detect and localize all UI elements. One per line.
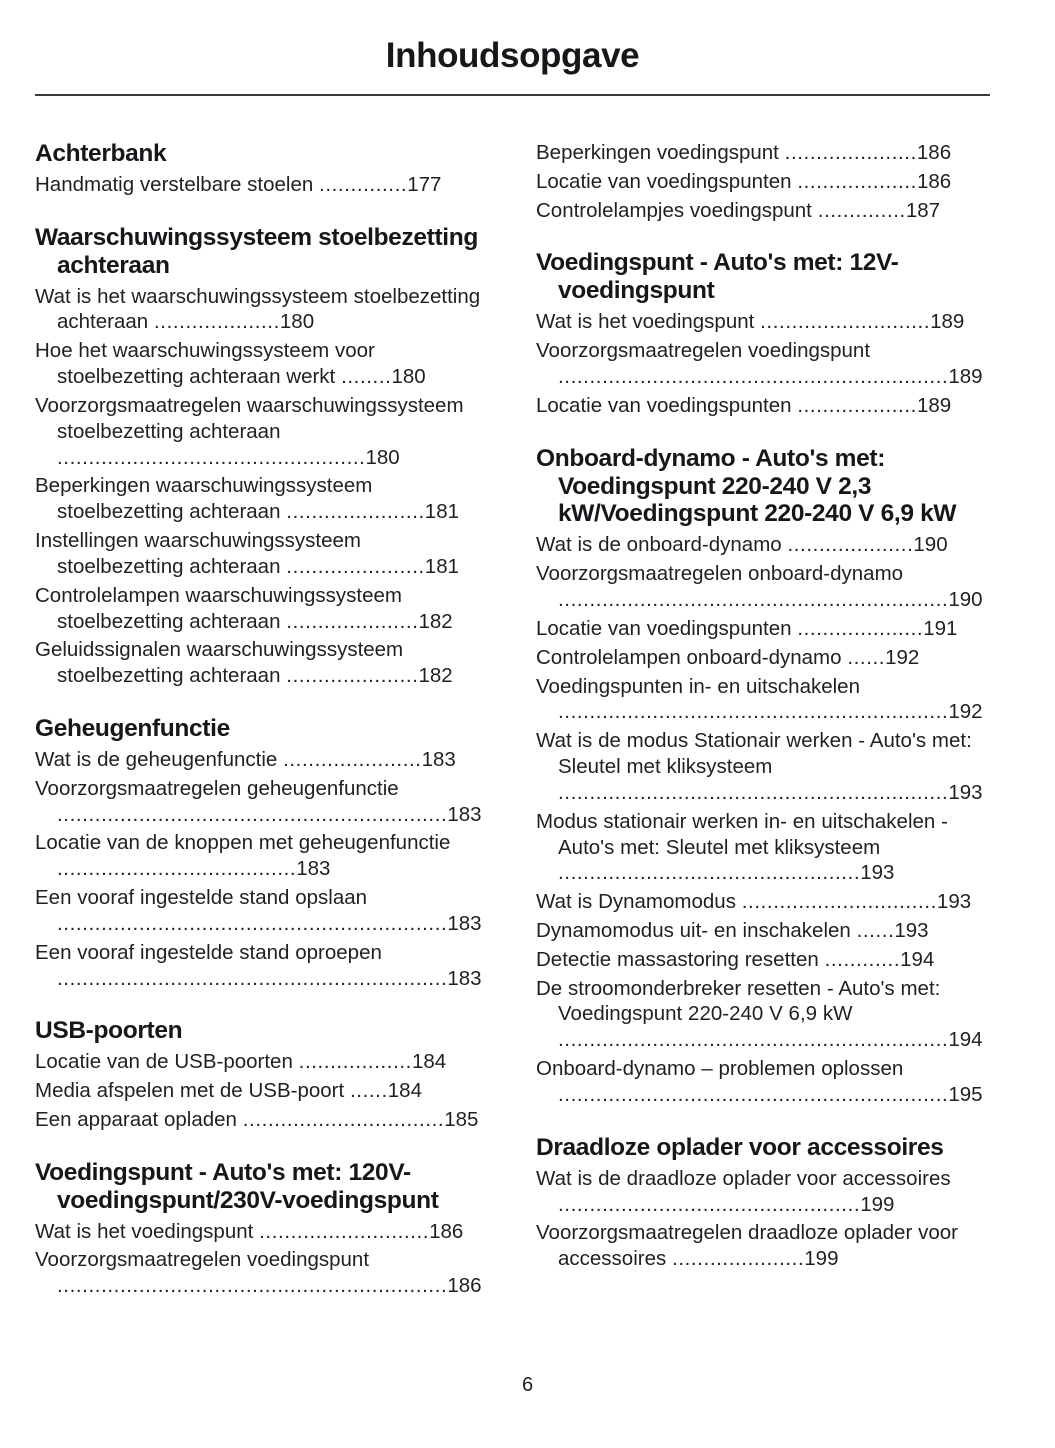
toc-entry[interactable]: [536, 338, 991, 390]
toc-entry-page: 189: [930, 310, 965, 334]
toc-entry-leader: ....................: [797, 616, 924, 640]
left-column: [35, 140, 490, 1302]
toc-entry[interactable]: [35, 747, 490, 773]
toc-entry-leader: ................................................: [558, 861, 861, 885]
toc-entry-label: Wat is de onboard-dynamo: [536, 533, 782, 557]
toc-entry-label: Wat is het voedingspunt: [35, 1219, 254, 1243]
toc-entry-label: De stroomonderbreker resetten - Auto's met: Voedingspunt 220-240 V 6,9 kW: [536, 976, 941, 1026]
toc-entry-label: Voorzorgsmaatregelen voedingspunt: [35, 1248, 370, 1272]
toc-section: [536, 1134, 991, 1272]
toc-entry-leader: ........: [341, 365, 392, 389]
toc-entry-page: 183: [447, 911, 482, 935]
toc-entry[interactable]: [35, 940, 490, 992]
toc-entry-label: Wat is de draadloze oplader voor accessoires: [536, 1166, 951, 1190]
toc-entry-leader: ......................: [286, 554, 425, 578]
toc-entry-label: Controlelampen onboard-dynamo: [536, 645, 842, 669]
toc-entry[interactable]: [536, 1166, 991, 1218]
toc-entry-leader: ..............................................................: [57, 1274, 448, 1298]
toc-entry-leader: ..............................................................: [558, 780, 949, 804]
toc-entry-page: 184: [411, 1050, 447, 1074]
toc-entry-label: Beperkingen waarschuwingssysteem stoelbezetting achteraan: [35, 474, 373, 524]
toc-entry-leader: ..............................................................: [57, 802, 448, 826]
toc-entry[interactable]: [536, 889, 991, 915]
section-heading: Waarschuwingssysteem stoelbezetting achteraan: [35, 223, 478, 279]
page-title: Inhoudsopgave: [385, 36, 640, 75]
toc-entry-page: 180: [279, 310, 315, 334]
toc-entry-page: 183: [447, 802, 482, 826]
toc-entry-label: Media afspelen met de USB-poort: [35, 1079, 345, 1103]
toc-entry[interactable]: [536, 169, 991, 195]
toc-entry[interactable]: [35, 776, 490, 828]
section-heading: Draadloze oplader voor accessoires: [536, 1133, 944, 1161]
toc-entry-label: Dynamomodus uit- en inschakelen: [536, 919, 851, 942]
toc-entry[interactable]: [536, 616, 991, 642]
toc-entry-leader: ..............................................................: [558, 700, 949, 724]
toc-entry-page: 186: [447, 1274, 482, 1298]
toc-section: [35, 715, 490, 991]
toc-section: [35, 1017, 490, 1132]
toc-entry-leader: ...........................: [760, 310, 931, 334]
toc-entry-page: 181: [424, 554, 460, 578]
toc-entry-leader: ............: [824, 947, 901, 971]
toc-entry-page: 186: [916, 169, 952, 193]
toc-entry-leader: ................................................: [558, 1192, 861, 1216]
toc-entry[interactable]: [35, 528, 490, 580]
toc-entry[interactable]: [35, 1247, 490, 1299]
toc-entry[interactable]: [35, 1107, 490, 1133]
toc-entry-page: 187: [905, 198, 941, 222]
toc-entry[interactable]: [35, 172, 490, 198]
toc-entry-label: Wat is de modus Stationair werken - Auto's met: Sleutel met kliksysteem: [536, 729, 972, 779]
toc-entry-leader: ......: [856, 919, 895, 942]
toc-entry-leader: ...................: [797, 393, 917, 417]
toc-entry[interactable]: [35, 473, 490, 525]
toc-entry-label: Een vooraf ingestelde stand oproepen: [35, 940, 382, 964]
toc-entry-leader: ..............: [817, 198, 906, 222]
toc-entry-leader: ..............: [319, 172, 408, 196]
toc-entry-label: Locatie van voedingspunten: [536, 169, 792, 193]
toc-entry-leader: ...........................: [259, 1219, 430, 1243]
toc-entry-label: Voorzorgsmaatregelen voedingspunt: [536, 339, 871, 363]
toc-entry-label: Controlelampen waarschuwingssysteem stoelbezetting achteraan: [35, 583, 402, 633]
toc-entry-page: 180: [365, 445, 400, 469]
section-heading: Achterbank: [35, 140, 167, 167]
toc-entry-label: Voorzorgsmaatregelen geheugenfunctie: [35, 776, 399, 800]
toc-entry-label: Wat is de geheugenfunctie: [35, 747, 278, 771]
toc-entry-page: 181: [424, 500, 460, 524]
toc-entry-leader: .....................: [286, 609, 419, 633]
section-heading: USB-poorten: [35, 1017, 183, 1045]
toc-entry-page: 195: [948, 1082, 983, 1106]
page-number: 6: [521, 1374, 534, 1396]
toc-entry[interactable]: [35, 583, 490, 635]
toc-entry-label: Locatie van voedingspunten: [536, 616, 792, 640]
toc-entry[interactable]: [35, 637, 490, 689]
toc-section: [536, 140, 991, 223]
toc-entry-label: Locatie van de knoppen met geheugenfunctie: [35, 831, 451, 855]
toc-entry-label: Handmatig verstelbare stoelen: [35, 172, 314, 196]
toc-entry-leader: ......................: [283, 747, 422, 771]
toc-entry-leader: ......................: [286, 500, 425, 524]
toc-entry-label: Locatie van de USB-poorten: [35, 1050, 293, 1074]
toc-entry-label: Voedingspunten in- en uitschakelen: [536, 674, 860, 698]
toc-entry[interactable]: [536, 947, 991, 973]
toc-entry-page: 194: [948, 1028, 983, 1052]
toc-entry[interactable]: [536, 918, 991, 944]
toc-entry-leader: ..................: [298, 1050, 412, 1074]
toc-entry-label: Voorzorgsmaatregelen draadloze oplader voor accessoires: [536, 1221, 958, 1271]
header-divider: [35, 94, 990, 96]
toc-entry[interactable]: [536, 309, 991, 335]
toc-entry-label: Controlelampjes voedingspunt: [536, 198, 812, 222]
toc-entry[interactable]: [35, 393, 490, 470]
section-heading: Onboard-dynamo - Auto's met: Voedingspunt 220-240 V 2,3 kW/Voedingspunt 220-240 V 6,9 kW: [536, 444, 957, 528]
toc-entry-page: 183: [447, 966, 482, 990]
toc-entry-label: Een vooraf ingestelde stand opslaan: [35, 886, 368, 910]
toc-entry[interactable]: [35, 338, 490, 390]
toc-entry-leader: ..............................................................: [558, 588, 949, 612]
toc-entry-page: 185: [444, 1107, 479, 1131]
toc-entry-leader: ................................: [242, 1107, 445, 1131]
toc-entry-label: Voorzorgsmaatregelen waarschuwingssysteem stoelbezetting achteraan: [35, 393, 464, 443]
toc-entry-page: 186: [429, 1219, 464, 1243]
toc-entry-leader: .....................: [672, 1247, 805, 1271]
toc-entry-label: Wat is Dynamomodus: [536, 890, 736, 914]
toc-entry-label: Onboard-dynamo – problemen oplossen: [536, 1057, 904, 1081]
toc-section: [35, 224, 490, 689]
toc-entry[interactable]: [536, 728, 991, 805]
toc-columns: [0, 140, 1055, 1302]
toc-entry-label: Locatie van voedingspunten: [536, 393, 792, 417]
toc-entry-label: Instellingen waarschuwingssysteem stoelbezetting achteraan: [35, 529, 361, 578]
toc-entry-leader: ......: [847, 645, 886, 669]
toc-entry-leader: ...............................: [741, 890, 937, 914]
toc-entry-page: 177: [407, 172, 442, 196]
toc-entry[interactable]: [536, 140, 991, 166]
toc-entry-page: 192: [885, 645, 920, 669]
toc-entry-page: 199: [804, 1247, 839, 1271]
toc-entry[interactable]: [35, 284, 490, 336]
toc-entry-leader: ..............................................................: [558, 1028, 949, 1052]
toc-entry-leader: .....................: [784, 141, 917, 164]
toc-entry-label: Wat is het waarschuwingssysteem stoelbezetting achteraan: [35, 284, 481, 334]
toc-entry-page: 182: [418, 664, 453, 688]
toc-entry-leader: .................................................: [57, 445, 366, 469]
toc-entry-page: 192: [948, 700, 983, 724]
toc-entry-page: 189: [948, 364, 983, 388]
section-heading: Voedingspunt - Auto's met: 12V-voedingspunt: [536, 249, 899, 305]
toc-entry[interactable]: [536, 809, 991, 886]
page-header: [35, 38, 990, 96]
toc-entry-page: 189: [916, 393, 952, 417]
toc-entry-leader: ...................: [797, 169, 917, 193]
toc-entry[interactable]: [35, 1078, 490, 1104]
toc-entry-label: Voorzorgsmaatregelen onboard-dynamo: [536, 562, 904, 586]
toc-entry[interactable]: [35, 830, 490, 882]
toc-entry-label: Hoe het waarschuwingssysteem voor stoelbezetting achteraan werkt: [35, 339, 375, 389]
toc-entry[interactable]: [536, 645, 991, 671]
section-heading: Voedingspunt - Auto's met: 120V-voedingspunt/230V-voedingspunt: [35, 1158, 439, 1214]
toc-section: [536, 445, 991, 1108]
right-column: [536, 140, 991, 1275]
toc-entry-page: 190: [948, 588, 983, 612]
toc-entry-page: 193: [894, 919, 929, 942]
toc-entry[interactable]: [536, 674, 991, 726]
toc-entry-page: 193: [936, 890, 972, 914]
toc-entry-page: 184: [387, 1079, 422, 1103]
toc-entry-label: Een apparaat opladen: [35, 1107, 237, 1131]
toc-entry-leader: ..............................................................: [558, 364, 949, 388]
toc-entry-page: 180: [391, 365, 426, 389]
toc-section: [35, 1159, 490, 1299]
toc-entry-page: 199: [860, 1192, 895, 1216]
toc-entry-label: Beperkingen voedingspunt: [536, 141, 779, 164]
toc-entry-page: 183: [421, 747, 456, 771]
toc-entry-leader: ..............................................................: [57, 966, 448, 990]
toc-entry-page: 193: [860, 861, 895, 885]
toc-entry[interactable]: [35, 1219, 490, 1245]
toc-entry-leader: ......................................: [57, 857, 297, 881]
toc-entry-leader: ..............................................................: [558, 1082, 949, 1106]
toc-entry-page: 193: [948, 780, 983, 804]
toc-entry-page: 194: [900, 947, 935, 971]
toc-entry[interactable]: [35, 1049, 490, 1075]
toc-section: [35, 140, 490, 198]
toc-entry-leader: ....................: [153, 310, 280, 334]
toc-entry[interactable]: [536, 1056, 991, 1108]
toc-section: [536, 249, 991, 418]
toc-entry-page: 190: [913, 533, 948, 557]
toc-entry[interactable]: [536, 393, 991, 419]
toc-entry-label: Geluidssignalen waarschuwingssysteem stoelbezetting achteraan: [35, 638, 404, 688]
toc-entry-leader: .....................: [286, 664, 419, 688]
toc-entry-label: Modus stationair werken in- en uitschakelen - Auto's met: Sleutel met kliksysteem: [536, 809, 948, 859]
toc-entry-label: Detectie massastoring resetten: [536, 947, 819, 971]
toc-entry-page: 191: [923, 616, 958, 640]
toc-entry[interactable]: [536, 198, 991, 224]
toc-entry-page: 183: [296, 857, 331, 881]
toc-entry-page: 186: [916, 141, 952, 164]
toc-entry-leader: ....................: [787, 533, 914, 557]
toc-entry[interactable]: [536, 561, 991, 613]
toc-entry[interactable]: [35, 885, 490, 937]
toc-entry[interactable]: [536, 976, 991, 1053]
toc-entry-page: 182: [418, 609, 453, 633]
toc-entry-leader: ..............................................................: [57, 911, 448, 935]
toc-entry-leader: ......: [350, 1079, 388, 1103]
section-heading: Geheugenfunctie: [35, 715, 230, 743]
toc-entry[interactable]: [536, 1220, 991, 1272]
toc-entry-label: Wat is het voedingspunt: [536, 310, 755, 334]
toc-entry[interactable]: [536, 532, 991, 558]
